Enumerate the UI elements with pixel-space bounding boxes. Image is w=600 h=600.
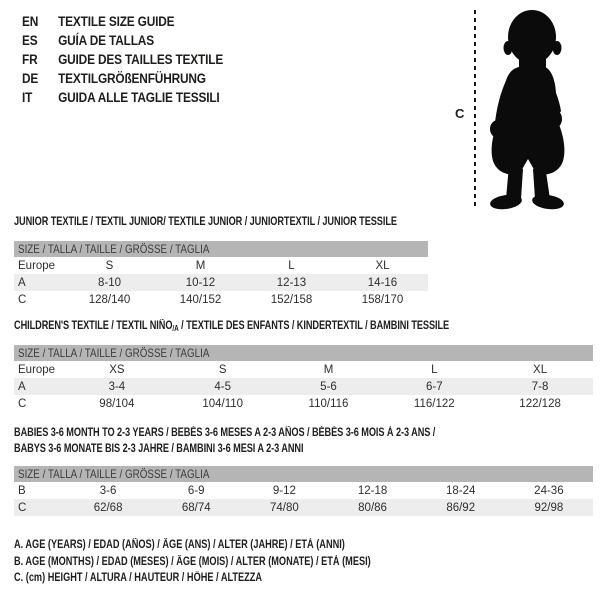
table-cell: M [195, 259, 206, 272]
height-measure-label: C [455, 106, 465, 121]
junior-size-table [14, 241, 428, 308]
lang-title: GUIDA ALLE TAGLIE TESSILI [58, 90, 220, 105]
table-row-c [14, 291, 428, 308]
lang-title: TEXTILE SIZE GUIDE [58, 14, 175, 29]
table-cell: 152/158 [270, 293, 313, 306]
table-cell: S [218, 363, 227, 376]
table-cell: 12-13 [246, 274, 337, 291]
table-cell: 74/80 [240, 499, 328, 516]
lang-row-fr [22, 50, 223, 69]
table-cell: 18-24 [445, 484, 476, 497]
table-cell: XS [109, 363, 125, 376]
table-cell: 14-16 [337, 274, 428, 291]
table-cell: 3-6 [99, 484, 117, 497]
table-cell: M [323, 363, 334, 376]
table-cell: XL [533, 363, 548, 376]
table-cell: 9-12 [272, 484, 296, 497]
size-header-text: SIZE / TALLA / TAILLE / GRÖSSE / TAGLIA [18, 346, 210, 360]
table-cell: 128/140 [88, 293, 131, 306]
lang-code: DE [22, 71, 39, 86]
size-header-bar [14, 466, 593, 482]
table-cell: L [288, 259, 295, 272]
table-cell: S [105, 259, 114, 272]
table-cell: L [431, 363, 438, 376]
size-header-text: SIZE / TALLA / TAILLE / GRÖSSE / TAGLIA [18, 242, 210, 256]
table-cell: 3-4 [64, 378, 170, 395]
row-label: C [18, 293, 27, 306]
table-cell: 80/86 [328, 499, 416, 516]
table-cell: 4-5 [170, 378, 276, 395]
lang-row-de [22, 69, 223, 88]
note-c: C. (cm) HEIGHT / ALTURA / HAUTEUR / HÖHE / ALTEZZA [14, 572, 263, 584]
table-row-b [14, 482, 593, 499]
height-measure-dashed-line [474, 10, 476, 208]
lang-row-it [22, 88, 223, 107]
lang-row-en [22, 12, 223, 31]
lang-code: EN [22, 14, 39, 29]
row-label: C [18, 397, 27, 410]
table-cell: XL [375, 259, 390, 272]
table-cell: 98/104 [99, 397, 135, 410]
lang-code: ES [22, 33, 38, 48]
table-cell: 7-8 [487, 378, 593, 395]
table-cell: 110/116 [308, 397, 349, 410]
table-cell: 6-7 [381, 378, 487, 395]
table-cell: 116/122 [413, 397, 455, 410]
row-label: C [14, 499, 64, 516]
table-row-europe [14, 361, 593, 378]
children-section-heading: CHILDREN'S TEXTILE / TEXTIL NIÑO/A / TEXTILE DES ENFANTS / KINDERTEXTIL / BAMBINI TESSILE [14, 320, 450, 333]
lang-title: GUIDE DES TAILLES TEXTILE [58, 52, 224, 67]
legend-notes [14, 537, 460, 587]
table-cell: 10-12 [155, 274, 246, 291]
children-size-table [14, 345, 593, 412]
table-cell: 86/92 [417, 499, 505, 516]
table-cell: 5-6 [276, 378, 382, 395]
row-label: B [18, 484, 26, 497]
table-cell: 122/128 [519, 397, 561, 410]
table-row-c [14, 395, 593, 412]
babies-size-table [14, 466, 593, 516]
note-b: B. AGE (MONTHS) / EDAD (MESES) / ÂGE (MOIS) / ALTER (MONATE) / ETÀ (MESI) [14, 555, 371, 568]
table-row-a [14, 274, 428, 291]
row-label: Europe [18, 363, 56, 376]
row-label: A [14, 274, 64, 291]
table-row-c [14, 499, 593, 516]
row-label: A [14, 378, 64, 395]
size-header-bar [14, 241, 428, 257]
lang-title: GUÍA DE TALLAS [58, 33, 154, 48]
babies-section-heading: BABIES 3-6 MONTH TO 2-3 YEARS / BEBÉS 3-6 MESES A 2-3 AÑOS / BÉBÉS 3-6 MOIS À 2-3 ANS / BABYS 3-6 MONATE BIS 2-3 JAHRE / BAMBINI 3-6 MESI A 2-3 ANNI [14, 427, 436, 455]
table-cell: 158/170 [361, 293, 404, 306]
junior-section-heading: JUNIOR TEXTILE / TEXTIL JUNIOR/ TEXTILE JUNIOR / JUNIORTEXTIL / JUNIOR TESSILE [14, 216, 397, 228]
language-legend [22, 12, 223, 107]
table-row-a [14, 378, 593, 395]
table-cell: 8-10 [64, 274, 155, 291]
note-a: A. AGE (YEARS) / EDAD (AÑOS) / ÂGE (ANS) / ALTER (JAHRE) / ETÀ (ANNI) [14, 539, 345, 551]
table-cell: 92/98 [505, 499, 593, 516]
table-cell: 24-36 [534, 484, 564, 497]
table-cell: 104/110 [202, 397, 244, 410]
size-header-text: SIZE / TALLA / TAILLE / GRÖSSE / TAGLIA [18, 467, 210, 481]
size-header-bar [14, 345, 593, 361]
baby-silhouette-icon [482, 5, 574, 213]
lang-code: FR [22, 52, 38, 67]
lang-code: IT [22, 90, 33, 105]
table-cell: 12-18 [357, 484, 388, 497]
lang-title: TEXTILGRÖßENFÜHRUNG [58, 71, 206, 86]
table-cell: 140/152 [179, 293, 222, 306]
lang-row-es [22, 31, 223, 50]
table-cell: 62/68 [64, 499, 152, 516]
table-cell: 68/74 [152, 499, 240, 516]
table-cell: 6-9 [187, 484, 205, 497]
table-row-europe [14, 257, 428, 274]
row-label: Europe [18, 259, 56, 272]
